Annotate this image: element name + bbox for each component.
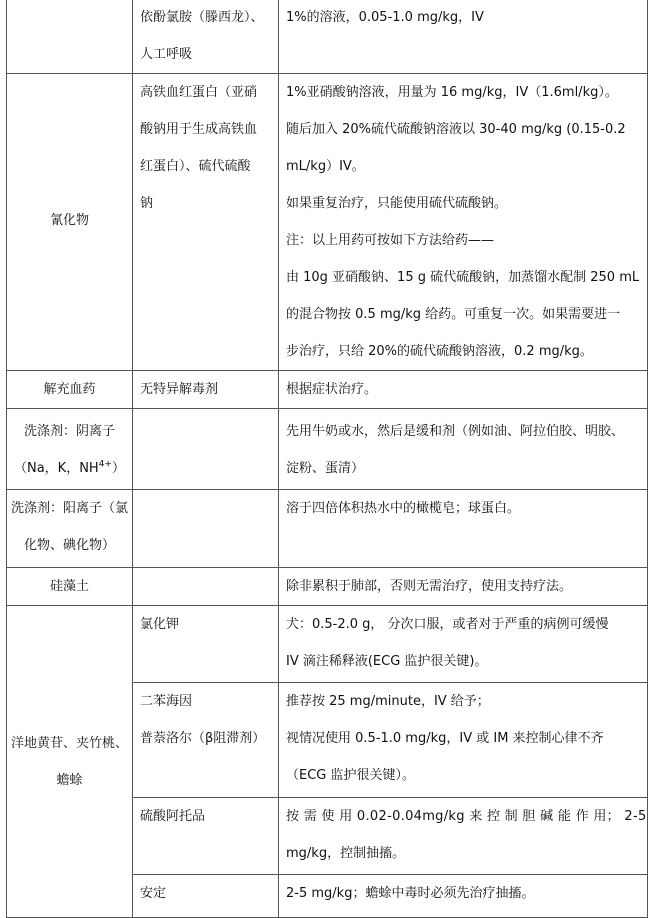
cell-toxin xyxy=(7,0,133,74)
cell-antidote: 高铁血红蛋白（亚硝 酸钠用于生成高铁血 红蛋白）、硫代硫酸 钠 xyxy=(133,74,279,371)
treatment-table xyxy=(6,0,648,918)
cell-toxin: 解充血药 xyxy=(7,371,133,409)
cell-dosage: 溶于四倍体积热水中的橄榄皂；球蛋白。 xyxy=(279,490,648,568)
cell-dosage: 犬：0.5-2.0 g， 分次口服，或者对于严重的病例可缓慢 IV 滴注稀释液(ECG 监护很关键)。 xyxy=(279,606,648,683)
cell-antidote xyxy=(133,568,279,606)
cell-antidote: 二苯海因 普萘洛尔（β阻滞剂） xyxy=(133,683,279,798)
table-row xyxy=(7,606,648,683)
cell-antidote: 硫酸阿托品 xyxy=(133,798,279,875)
cell-dosage: 推荐按 25 mg/minute，IV 给予； 视情况使用 0.5-1.0 mg/kg，IV 或 IM 来控制心律不齐 （ECG 监护很关键）。 xyxy=(279,683,648,798)
cell-dosage: 按 需 使 用 0.02-0.04mg/kg 来 控 制 胆 碱 能 作 用； 2-5 mg/kg，控制抽搐。 xyxy=(279,798,648,875)
cell-antidote: 安定 xyxy=(133,875,279,918)
cell-toxin: 洋地黄苷、夹竹桃、 蟾蜍 xyxy=(7,606,133,918)
cell-toxin: 洗涤剂：阴离子 （Na，K，$NH^{4+}$） xyxy=(7,409,133,490)
table-row xyxy=(7,409,648,490)
cell-antidote: 依酚氯胺（滕西龙）、 人工呼吸 xyxy=(133,0,279,74)
table-row xyxy=(7,0,648,74)
cell-antidote: 无特异解毒剂 xyxy=(133,371,279,409)
cell-dosage: 除非累积于肺部，否则无需治疗，使用支持疗法。 xyxy=(279,568,648,606)
cell-dosage: 1%的溶液，0.05-1.0 mg/kg，IV xyxy=(279,0,648,74)
cell-antidote xyxy=(133,490,279,568)
cell-antidote xyxy=(133,409,279,490)
cell-toxin: 洗涤剂：阳离子（氯 化物、碘化物） xyxy=(7,490,133,568)
cell-toxin: 氰化物 xyxy=(7,74,133,371)
cell-toxin: 硅藻土 xyxy=(7,568,133,606)
table-row xyxy=(7,74,648,371)
cell-dosage: 先用牛奶或水，然后是缓和剂（例如油、阿拉伯胶、明胶、 淀粉、蛋清） xyxy=(279,409,648,490)
table-row xyxy=(7,490,648,568)
cell-antidote: 氯化钾 xyxy=(133,606,279,683)
cell-dosage: 2-5 mg/kg；蟾蜍中毒时必须先治疗抽搐。 xyxy=(279,875,648,918)
cell-dosage: 根据症状治疗。 xyxy=(279,371,648,409)
table-row xyxy=(7,371,648,409)
table-row xyxy=(7,568,648,606)
cell-dosage: 1%亚硝酸钠溶液，用量为 16 mg/kg，IV（1.6ml/kg）。 随后加入 20%硫代硫酸钠溶液以 30-40 mg/kg (0.15-0.2 mL/kg）IV。 如果重复治疗，只能使用硫代硫酸钠。 注：以上用药可按如下方法给药—— 由 10g 亚硝酸钠、15 g 硫代硫酸钠，加蒸馏水配制 250 mL 的混合物按 0.5 mg/kg 给药。可重复一次。如果需要进一 步治疗，只给 20%的硫代硫酸钠溶液，0.2 mg/kg。 xyxy=(279,74,648,371)
